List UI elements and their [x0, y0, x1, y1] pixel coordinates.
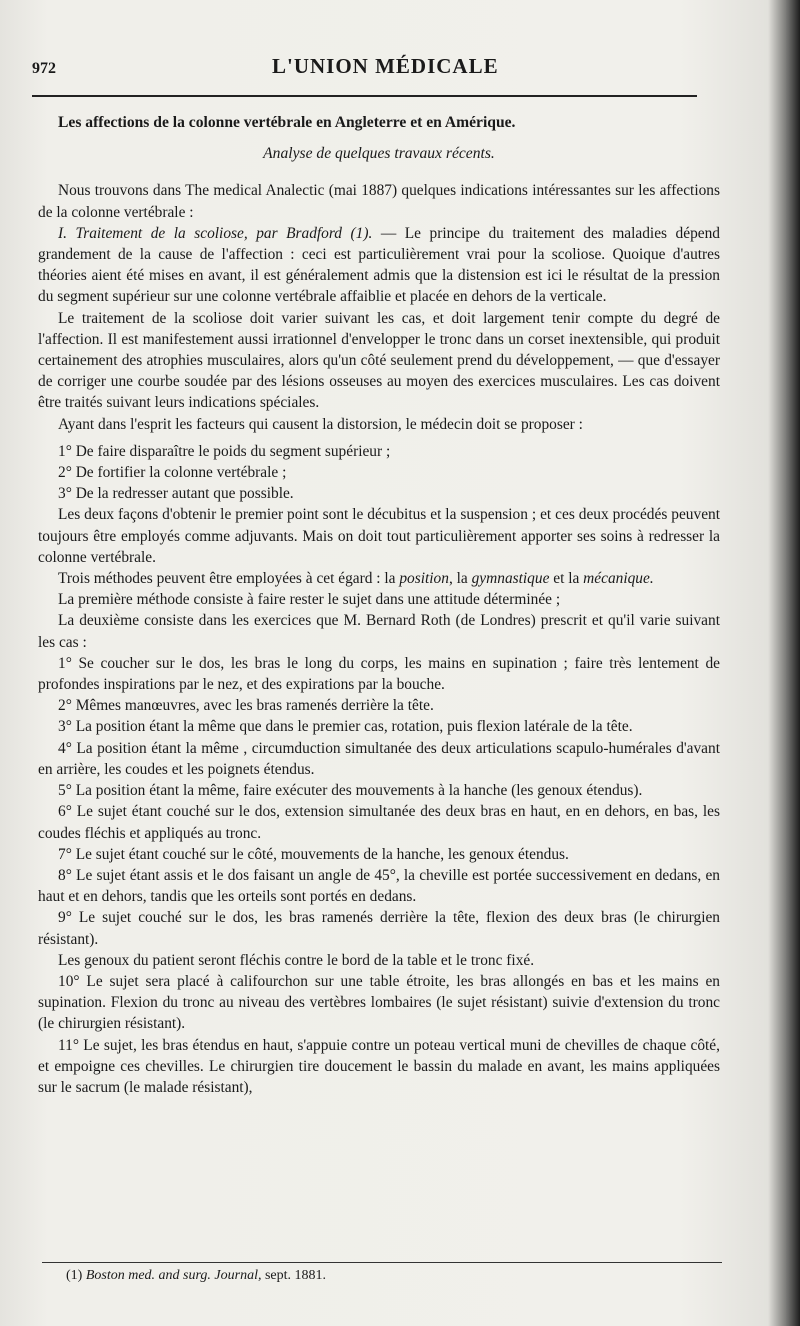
goal-item: 2° De fortifier la colonne vertébrale ;	[58, 464, 287, 482]
exercise-item: 11° Le sujet, les bras étendus en haut, s'appuie contre un poteau vertical muni de chevilles de chaque côté, et empoigne ces chevilles. Le chirurgien tire doucement le bassin du malade en avant, les mains appliquées sur le sacrum (le malade résistant),	[38, 1036, 720, 1096]
article-title: Les affections de la colonne vertébrale en Angleterre et en Amérique.	[58, 114, 516, 131]
footnote-number: (1)	[66, 1268, 83, 1283]
para5-mecanique: mécanique.	[583, 570, 654, 588]
footnote-journal: Boston med. and surg. Journal,	[85, 1268, 262, 1283]
exercise-item: 6° Le sujet étant couché sur le dos, extension simultanée des deux bras en haut, en en dehors, en bas, les coudes fléchis et appliqués au tronc.	[38, 803, 720, 842]
paragraph-2: Le traitement de la scoliose doit varier suivant les cas, et doit largement tenir compte du degré de l'affection. Il est manifestement aussi irrationnel d'envelopper le tronc dans un corset inextensible, qui produit certainement des atrophies musculaires, alors qu'un côté seulement prend du développement, — que d'essayer de corriger une courbe soudée par des lésions osseuses au moyen des exercices musculaires. Les cas doivent être traités suivant leurs indications spéciales.	[38, 309, 720, 412]
para5-position: position	[399, 570, 449, 588]
exercise-item: 5° La position étant la même, faire exécuter des mouvements à la hanche (les genoux étendus).	[58, 782, 643, 800]
intro-paragraph: Nous trouvons dans The medical Analectic (mai 1887) quelques indications intéressantes sur les affections de la colonne vertébrale :	[38, 182, 720, 221]
section1-heading: I. Traitement de la scoliose, par Bradford (1).	[58, 224, 373, 242]
section1-text: — Le principe du traitement des maladies dépend grandement de la cause de l'affection : ceci est particulièrement vrai pour la scoliose. Quoique d'autres théories aient été mises en avant, il est généralement admis que la distension est ici le résultat de la pression du segment supérieur sur une colonne vertébrale affaiblie et placée en dehors de la verticale.	[38, 224, 720, 306]
exercise-item: 10° Le sujet sera placé à califourchon sur une table étroite, les bras allongés en bas et les mains en supination. Flexion du tronc au niveau des vertèbres lombaires (le sujet résistant) suivie d'extension du tronc (le chirurgien résistant).	[38, 972, 720, 1033]
page-number: 972	[32, 60, 56, 77]
para5-sep: et la	[549, 570, 584, 588]
article-body	[38, 112, 720, 1098]
paragraph-7: La deuxième consiste dans les exercices que M. Bernard Roth (de Londres) prescrit et qu'il varie suivant les cas :	[38, 612, 720, 651]
book-spine-shadow	[786, 0, 800, 1326]
exercise-item: 2° Mêmes manœuvres, avec les bras ramenés derrière la tête.	[58, 697, 434, 715]
paragraph-3: Ayant dans l'esprit les facteurs qui causent la distorsion, le médecin doit se proposer :	[58, 415, 583, 433]
footnote-date: sept. 1881.	[264, 1268, 327, 1283]
paragraph-5	[38, 568, 720, 589]
para5-sep: , la	[448, 570, 472, 588]
page-header	[32, 48, 694, 88]
paragraph-4: Les deux façons d'obtenir le premier point sont le décubitus et la suspension ; et ces deux procédés peuvent toujours être employés comme adjuvants. Mais on doit tout particulièrement apporter ses soins à redresser la colonne vertébrale.	[38, 506, 720, 566]
exercise-item: 7° Le sujet étant couché sur le côté, mouvements de la hanche, les genoux étendus.	[58, 845, 569, 863]
exercise-item: 4° La position étant la même , circumduction simultanée des deux articulations scapulo-humérales d'avant en arrière, les coudes et les poignets étendus.	[38, 739, 720, 778]
header-rule	[32, 95, 697, 97]
exercise-item: 8° Le sujet étant assis et le dos faisant un angle de 45°, la cheville est portée successivement en dedans, en haut et en dehors, tandis que les orteils sont portés en dedans.	[38, 866, 720, 906]
goal-item: 3° De la redresser autant que possible.	[58, 485, 294, 503]
running-title: L'UNION MÉDICALE	[272, 54, 499, 78]
para5-gymnastique: gymnastique	[471, 570, 550, 588]
goal-item: 1° De faire disparaître le poids du segment supérieur ;	[58, 442, 391, 460]
paragraph-6: La première méthode consiste à faire rester le sujet dans une attitude déterminée ;	[58, 591, 561, 609]
exercise-item: 9° Le sujet couché sur le dos, les bras ramenés derrière la tête, flexion des deux bras (le chirurgien résistant).	[38, 909, 720, 948]
para5-text: Trois méthodes peuvent être employées à cet égard : la	[58, 570, 400, 588]
footnote-rule	[42, 1262, 722, 1263]
section1-paragraph	[38, 223, 720, 308]
exercise-item: 1° Se coucher sur le dos, les bras le long du corps, les mains en supination ; faire très lentement de profondes inspirations par le nez, et des expirations par la bouche.	[38, 654, 720, 694]
exercise-item: 3° La position étant la même que dans le premier cas, rotation, puis flexion latérale de la tête.	[58, 718, 633, 736]
footnote	[66, 1268, 326, 1284]
exercise-note: Les genoux du patient seront fléchis contre le bord de la table et le tronc fixé.	[58, 951, 535, 969]
article-subtitle: Analyse de quelques travaux récents.	[263, 145, 495, 163]
